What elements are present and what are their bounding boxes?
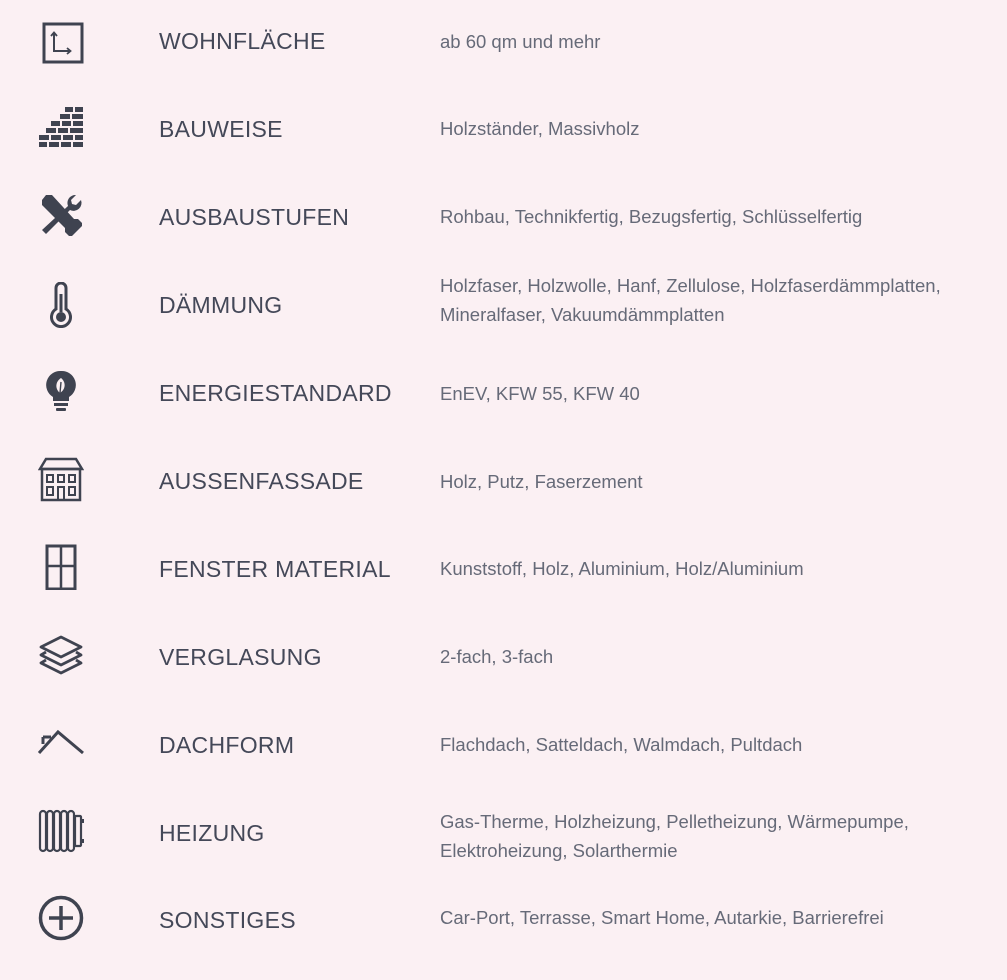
list-item <box>0 352 1007 440</box>
row-value: Holzständer, Massivholz <box>440 118 640 139</box>
radiator-icon <box>38 808 84 854</box>
list-item <box>0 88 1007 176</box>
row-value: Holzfaser, Holzwolle, Hanf, Zellulose, Holzfaserdämmplatten, Mineralfaser, Vakuumdämmplatten <box>440 275 941 325</box>
row-value: ab 60 qm und mehr <box>440 31 601 52</box>
list-item <box>0 0 1007 88</box>
plus-circle-icon <box>38 895 84 941</box>
thermometer-icon <box>38 282 84 328</box>
row-label: WOHNFLÄCHE <box>159 28 326 54</box>
row-label: SONSTIGES <box>159 907 296 933</box>
window-icon <box>38 544 84 590</box>
list-item <box>0 176 1007 264</box>
row-label: HEIZUNG <box>159 820 265 846</box>
row-label: DÄMMUNG <box>159 292 283 318</box>
list-item <box>0 616 1007 704</box>
list-item <box>0 440 1007 528</box>
row-label: DACHFORM <box>159 732 295 758</box>
list-item <box>0 264 1007 352</box>
list-item <box>0 704 1007 792</box>
row-value: 2-fach, 3-fach <box>440 646 554 667</box>
row-value: EnEV, KFW 55, KFW 40 <box>440 383 640 404</box>
layers-icon <box>38 632 84 678</box>
list-item <box>0 528 1007 616</box>
house-facade-icon <box>38 456 84 502</box>
row-value: Car-Port, Terrasse, Smart Home, Autarkie, Barrierefrei <box>440 907 884 928</box>
row-label: BAUWEISE <box>159 116 283 142</box>
list-item <box>0 880 1007 968</box>
eco-bulb-icon <box>38 368 84 414</box>
row-value: Holz, Putz, Faserzement <box>440 471 643 492</box>
row-value: Flachdach, Satteldach, Walmdach, Pultdach <box>440 734 803 755</box>
row-label: ENERGIESTANDARD <box>159 380 392 406</box>
list-item <box>0 792 1007 880</box>
row-label: AUSBAUSTUFEN <box>159 204 350 230</box>
row-value: Gas-Therme, Holzheizung, Pelletheizung, Wärmepumpe, Elektroheizung, Solarthermie <box>440 811 909 861</box>
row-label: VERGLASUNG <box>159 644 322 670</box>
row-value: Rohbau, Technikfertig, Bezugsfertig, Schlüsselfertig <box>440 206 863 227</box>
roof-icon <box>38 720 84 766</box>
row-value: Kunststoff, Holz, Aluminium, Holz/Aluminium <box>440 558 804 579</box>
row-label: AUSSENFASSADE <box>159 468 364 494</box>
floor-area-icon <box>38 20 84 66</box>
tools-icon <box>38 192 84 238</box>
row-label: FENSTER MATERIAL <box>159 556 391 582</box>
brick-wall-icon <box>38 106 84 152</box>
